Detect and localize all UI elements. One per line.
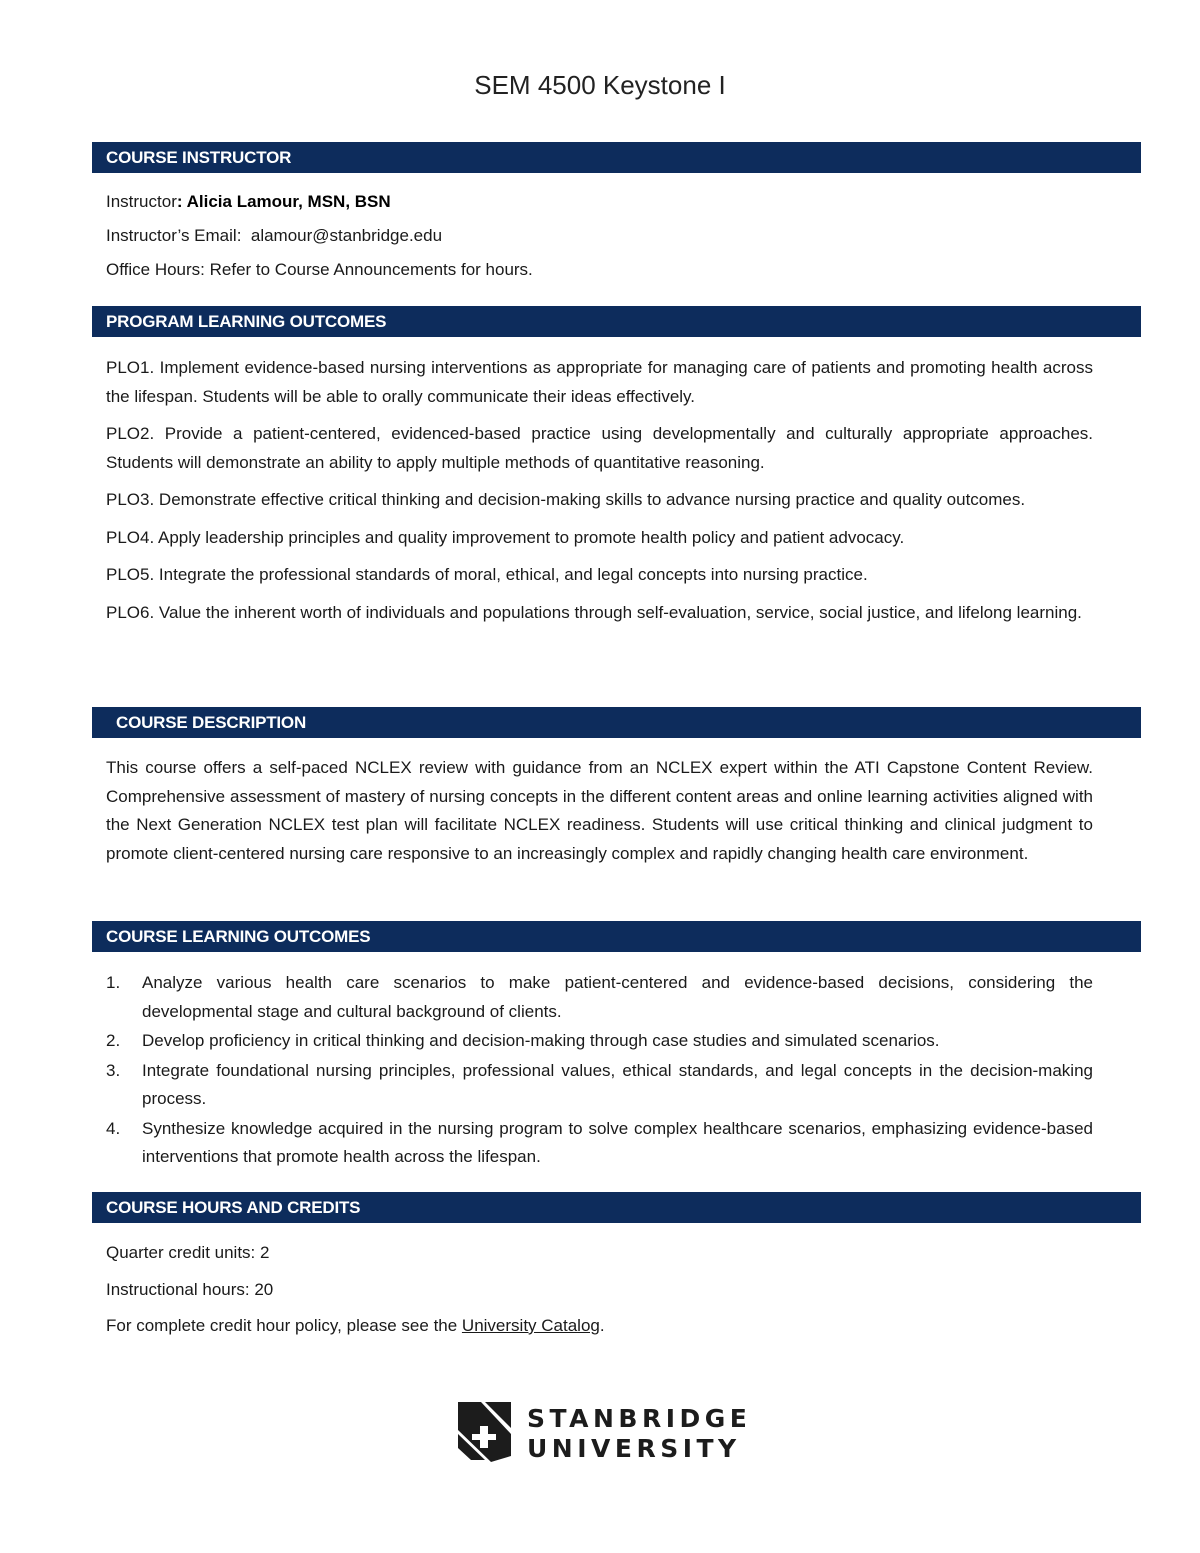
section-heading-course-hours-and-credits: COURSE HOURS AND CREDITS <box>92 1192 1141 1223</box>
instructor-email-line <box>106 222 1093 251</box>
logo-wordmark-line2: UNIVERSITY <box>527 1434 741 1463</box>
page-title: SEM 4500 Keystone I <box>474 70 726 100</box>
instructor-name: : Alicia Lamour, MSN, BSN <box>176 192 391 211</box>
clo-text: Develop proficiency in critical thinking and decision-making through case studies and simulated scenarios. <box>142 1031 940 1050</box>
clo-text: Analyze various health care scenarios to make patient-centered and evidence-based decisions, considering the developmental stage and cultural background of clients. <box>142 973 1093 1021</box>
instructor-label: Instructor <box>106 192 177 211</box>
clo-number: 2. <box>106 1031 121 1050</box>
email-label: Instructor’s Email: <box>106 226 242 245</box>
credit-policy-suffix: . <box>599 1316 605 1335</box>
hours-section <box>106 1239 1093 1346</box>
clo-text: Synthesize knowledge acquired in the nursing program to solve complex healthcare scenarios, emphasizing evidence-based interventions that promote health across the lifespan. <box>142 1118 1093 1166</box>
credit-policy-line <box>106 1312 1093 1341</box>
university-catalog-link[interactable]: University Catalog <box>461 1316 600 1335</box>
course-description-text: This course offers a self-paced NCLEX review with guidance from an NCLEX expert within the ATI Capstone Content Review. Comprehensive assessment of mastery of nursing concepts in the different content areas and online learning activities aligned with the Next Generation NCLEX test plan will facilitate NCLEX readiness. Students will use critical thinking and clinical judgment to promote client-centered nursing care responsive to an increasingly complex and rapidly changing health care environment. <box>106 758 1093 863</box>
plo-item: PLO6. Value the inherent worth of individuals and populations through self-evaluation, service, social justice, and lifelong learning. <box>106 602 1082 622</box>
instructor-section <box>106 188 1093 290</box>
stanbridge-logo <box>455 1400 755 1464</box>
course-description <box>106 754 1093 877</box>
section-heading-course-description: COURSE DESCRIPTION <box>92 707 1141 738</box>
logo-wordmark-line1: STANBRIDGE <box>527 1404 752 1433</box>
clo-section <box>106 969 1093 1173</box>
plo-list <box>106 354 1093 636</box>
plo-item: PLO3. Demonstrate effective critical thinking and decision-making skills to advance nursing practice and quality outcomes. <box>106 490 1026 509</box>
clo-number: 3. <box>106 1060 121 1080</box>
section-heading-course-learning-outcomes: COURSE LEARNING OUTCOMES <box>92 921 1141 952</box>
plo-item: PLO4. Apply leadership principles and quality improvement to promote health policy and patient advocacy. <box>106 527 905 547</box>
section-heading-course-instructor: COURSE INSTRUCTOR <box>92 142 1141 173</box>
plo-item: PLO1. Implement evidence-based nursing interventions as appropriate for managing care of patients and promoting health across the lifespan. Students will be able to orally communicate their ideas effectively. <box>106 358 1093 406</box>
clo-list <box>106 969 1093 1172</box>
plo-item: PLO2. Provide a patient-centered, evidenced-based practice using developmentally and culturally appropriate approaches. Students will demonstrate an ability to apply multiple methods of quantitative reasoning. <box>106 424 1093 472</box>
clo-item <box>106 1115 1093 1172</box>
office-hours: Office Hours: Refer to Course Announcements for hours. <box>106 260 533 279</box>
clo-item <box>106 969 1093 1026</box>
instructor-line <box>106 188 1093 217</box>
stanbridge-shield-icon <box>455 1400 513 1462</box>
clo-item <box>106 1027 1093 1056</box>
credit-units: Quarter credit units: 2 <box>106 1243 270 1262</box>
plo-item: PLO5. Integrate the professional standards of moral, ethical, and legal concepts into nursing practice. <box>106 565 868 584</box>
section-heading-program-learning-outcomes: PROGRAM LEARNING OUTCOMES <box>92 306 1141 337</box>
clo-number: 1. <box>106 973 121 992</box>
credit-policy-text: For complete credit hour policy, please see the <box>106 1316 462 1335</box>
instructional-hours: Instructional hours: 20 <box>106 1279 274 1299</box>
clo-item <box>106 1057 1093 1114</box>
clo-number: 4. <box>106 1118 121 1138</box>
clo-text: Integrate foundational nursing principles, professional values, ethical standards, and legal concepts in the decision-making process. <box>142 1060 1093 1108</box>
email-value[interactable]: alamour@stanbridge.edu <box>250 226 443 245</box>
